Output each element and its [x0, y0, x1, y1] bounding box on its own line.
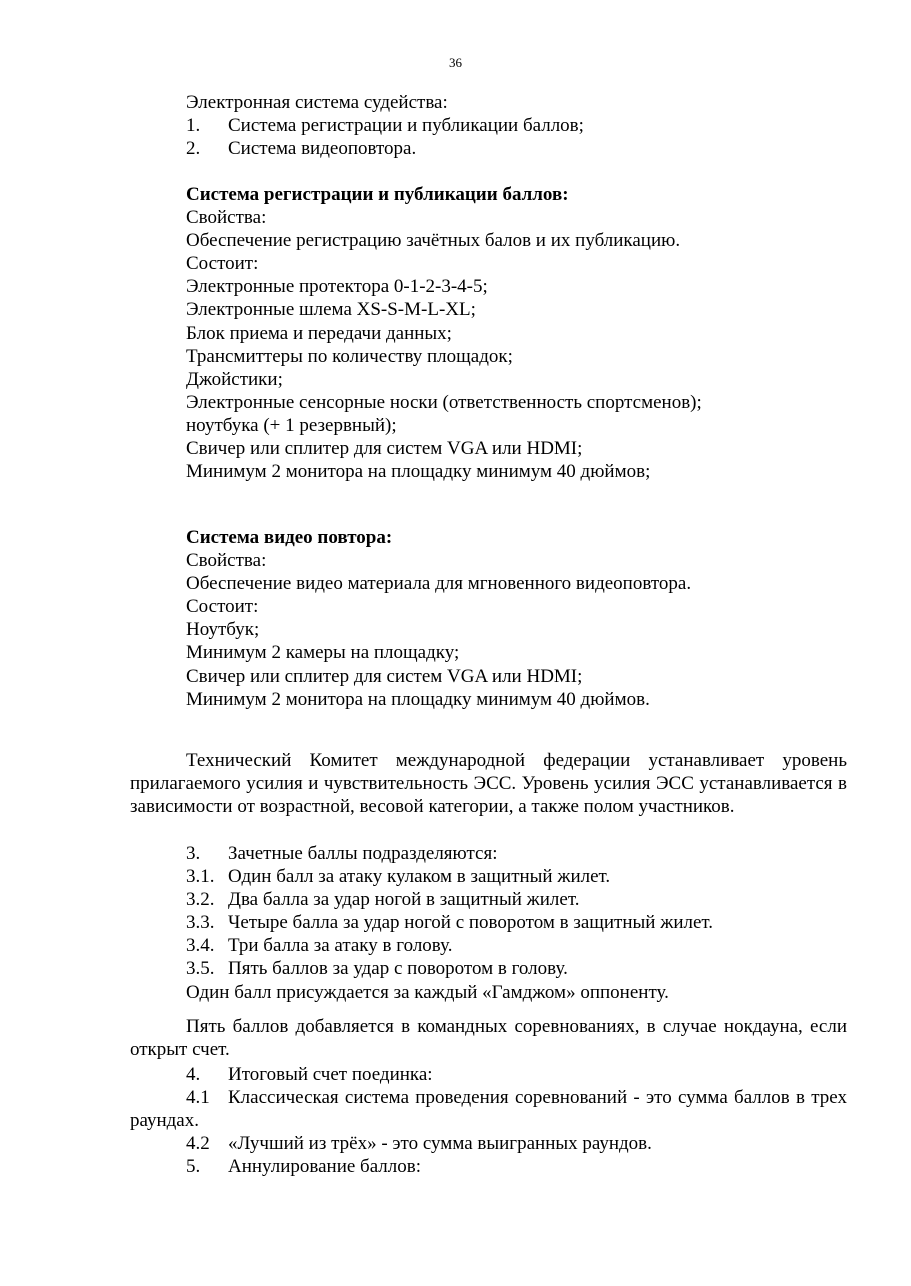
section-line: Состоит:	[186, 596, 259, 618]
list-text: Три балла за атаку в голову.	[228, 935, 453, 957]
list-text: Система регистрации и публикации баллов;	[228, 115, 584, 137]
final-score-heading	[186, 1063, 433, 1086]
list-text: Зачетные баллы подразделяются:	[228, 843, 498, 864]
section-score-registration	[186, 183, 702, 483]
paragraph-text	[130, 1086, 847, 1132]
list-number: 3.1.	[186, 866, 215, 888]
intro-heading: Электронная система судейства:	[186, 92, 448, 113]
list-item	[186, 865, 713, 888]
page-number: 36	[449, 55, 462, 70]
section-video-replay	[186, 526, 691, 711]
list-text: «Лучший из трёх» - это сумма выигранных раундов.	[228, 1133, 652, 1154]
section-line: Электронные шлема XS-S-M-L-XL;	[186, 299, 476, 321]
list-number: 4.	[186, 1064, 201, 1085]
list-number: 4.1	[186, 1087, 210, 1108]
section-title: Система видео повтора:	[186, 527, 393, 548]
paragraph-text: Пять баллов добавляется в командных соревнованиях, в случае нокдауна, если открыт счет.	[130, 1016, 847, 1061]
paragraph-text: Технический Комитет международной федерации устанавливает уровень прилагаемого усилия и чувствительность ЭСС. Уровень усилия ЭСС устанавливается в зависимости от возрастной, весовой категории, а также полом участников.	[130, 750, 847, 818]
list-number: 2.	[186, 138, 201, 160]
section-title: Система регистрации и публикации баллов:	[186, 184, 569, 205]
gamjeom-line: Один балл присуждается за каждый «Гамджом» оппоненту.	[186, 981, 669, 1003]
section-line: Обеспечение регистрацию зачётных балов и их публикацию.	[186, 230, 681, 252]
list-item	[186, 1132, 652, 1155]
section-line: Свойства:	[186, 207, 267, 229]
section-line: Джойстики;	[186, 368, 283, 390]
section-line: ноутбука (+ 1 резервный);	[186, 414, 397, 436]
list-text: Четыре балла за удар ногой с поворотом в защитный жилет.	[228, 912, 714, 934]
list-number: 3.5.	[186, 958, 215, 980]
list-number: 4.2	[186, 1133, 210, 1154]
section-line: Состоит:	[186, 253, 259, 275]
list-item	[186, 957, 713, 980]
list-item	[186, 1155, 652, 1178]
section-line: Электронные протектора 0-1-2-3-4-5;	[186, 276, 488, 298]
section-line: Свичер или сплитер для систем VGA или HDMI;	[186, 665, 583, 687]
scoring-list	[186, 842, 713, 1004]
list-number: 3.3.	[186, 912, 215, 934]
list-number: 3.2.	[186, 889, 215, 911]
list-item	[186, 934, 713, 957]
classic-system-paragraph	[130, 1086, 847, 1132]
list-text: Аннулирование баллов:	[228, 1156, 422, 1178]
list-item	[186, 842, 713, 865]
list-number: 1.	[186, 115, 201, 137]
list-text: Пять баллов за удар с поворотом в голову.	[228, 958, 568, 980]
section-line: Минимум 2 монитора на площадку минимум 40 дюймов;	[186, 461, 651, 483]
knockdown-paragraph	[130, 1015, 847, 1061]
section-line: Ноутбук;	[186, 619, 260, 641]
section-line: Трансмиттеры по количеству площадок;	[186, 345, 513, 367]
intro-list-item	[186, 114, 584, 137]
section-line: Минимум 2 камеры на площадку;	[186, 642, 460, 664]
section-line: Свичер или сплитер для систем VGA или HDMI;	[186, 438, 583, 460]
intro-list-item	[186, 137, 584, 160]
list-item	[186, 911, 713, 934]
list-item	[186, 1063, 433, 1086]
section-line: Электронные сенсорные носки (ответственность спортсменов);	[186, 391, 702, 413]
intro-block	[186, 91, 584, 160]
list-number: 3.	[186, 843, 201, 864]
technical-committee-paragraph	[130, 749, 847, 818]
section-line: Свойства:	[186, 550, 267, 572]
list-text: Два балла за удар ногой в защитный жилет.	[228, 889, 580, 911]
list-number: 5.	[186, 1156, 201, 1178]
section-line: Минимум 2 монитора на площадку минимум 40 дюймов.	[186, 688, 650, 710]
best-of-three-block	[186, 1132, 652, 1178]
section-line: Обеспечение видео материала для мгновенного видеоповтора.	[186, 573, 692, 595]
section-line: Блок приема и передачи данных;	[186, 322, 452, 344]
list-text: Один балл за атаку кулаком в защитный жилет.	[228, 866, 611, 888]
list-text: Итоговый счет поединка:	[228, 1064, 433, 1085]
list-text: Система видеоповтора.	[228, 138, 417, 160]
list-number: 3.4.	[186, 935, 215, 957]
list-text: Классическая система проведения соревнований - это сумма баллов в трех раундах.	[130, 1087, 847, 1132]
list-item	[186, 888, 713, 911]
